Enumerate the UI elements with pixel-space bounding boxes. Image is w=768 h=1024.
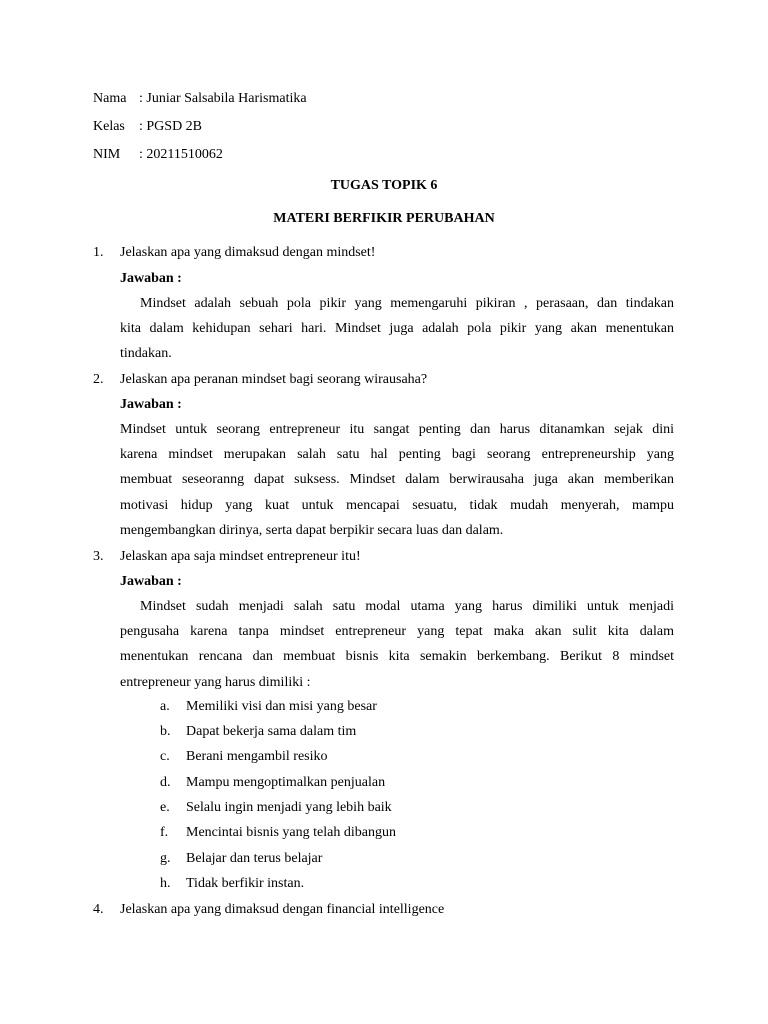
list-item-text: Selalu ingin menjadi yang lebih baik — [186, 800, 392, 815]
list-item-text: Mampu mengoptimalkan penjualan — [186, 775, 386, 790]
list-item-text: Belajar dan terus belajar — [186, 851, 323, 866]
class-label: Kelas — [93, 119, 125, 134]
answer-3-line: entrepreneur yang harus dimiliki : — [120, 674, 311, 690]
answer-2-line: motivasi hidup yang kuat untuk mencapai sesuatu, tidak mudah menyerah, mampu — [120, 497, 674, 513]
name-label: Nama — [93, 91, 127, 106]
nim-label: NIM — [93, 147, 121, 162]
answer-3-line: pengusaha karena tanpa mindset entrepreneur yang tepat maka akan sulit kita dalam — [120, 624, 674, 640]
answer-1-line: kita dalam kehidupan sehari hari. Mindset juga adalah pola pikir yang akan menentukan — [120, 321, 674, 337]
question-3-text: Jelaskan apa saja mindset entrepreneur itu! — [120, 549, 361, 564]
answer-1-line: Mindset adalah sebuah pola pikir yang memengaruhi pikiran , perasaan, dan tindakan — [140, 296, 674, 311]
list-item-text: Dapat bekerja sama dalam tim — [186, 724, 357, 739]
answer-2-line: Mindset untuk seorang entrepreneur itu sangat penting dan harus ditanamkan sejak dini — [120, 422, 674, 437]
class-value: : PGSD 2B — [139, 119, 203, 134]
answer-3-label: Jawaban : — [120, 574, 182, 589]
answer-2-line: karena mindset merupakan salah satu hal penting bagi seorang entrepreneurship yang — [120, 447, 674, 463]
list-item-letter: f. — [160, 825, 169, 840]
list-item-letter: b. — [160, 724, 171, 739]
list-item-letter: c. — [160, 749, 170, 764]
answer-2-label: Jawaban : — [120, 397, 182, 412]
question-2-text: Jelaskan apa peranan mindset bagi seorang wirausaha? — [120, 372, 428, 387]
list-item-text: Mencintai bisnis yang telah dibangun — [186, 825, 396, 840]
question-4-number: 4. — [93, 902, 104, 917]
answer-3-line: menentukan rencana dan membuat bisnis kita semakin berkembang. Berikut 8 mindset — [120, 649, 674, 665]
list-item-letter: h. — [160, 876, 171, 891]
list-item-text: Berani mengambil resiko — [186, 749, 328, 764]
question-1-number: 1. — [93, 245, 104, 260]
question-1-text: Jelaskan apa yang dimaksud dengan mindset! — [120, 245, 376, 260]
answer-2-line: membuat seseoranng dapat suksess. Mindset dalam berwirausaha juga akan memberikan — [120, 472, 674, 488]
question-4-text: Jelaskan apa yang dimaksud dengan financial intelligence — [120, 902, 445, 917]
answer-1-line: tindakan. — [120, 346, 172, 362]
question-3-number: 3. — [93, 549, 104, 564]
list-item-letter: g. — [160, 851, 171, 866]
document-subtitle: MATERI BERFIKIR PERUBAHAN — [273, 211, 495, 226]
answer-2-paragraph — [120, 417, 674, 543]
document-title: TUGAS TOPIK 6 — [330, 178, 438, 193]
question-2-number: 2. — [93, 372, 104, 387]
answer-1-label: Jawaban : — [120, 271, 182, 286]
list-item-letter: e. — [160, 800, 170, 815]
nim-value: : 20211510062 — [139, 147, 223, 162]
answer-1-paragraph — [120, 291, 674, 367]
answer-2-line: mengembangkan dirinya, serta dapat berpikir secara luas dan dalam. — [120, 522, 504, 538]
list-item-letter: a. — [160, 699, 170, 714]
answer-3-line: Mindset sudah menjadi salah satu modal utama yang harus dimiliki untuk menjadi — [140, 599, 674, 614]
name-value: : Juniar Salsabila Harismatika — [139, 91, 307, 106]
answer-3-paragraph — [120, 594, 674, 695]
list-item-text: Memiliki visi dan misi yang besar — [186, 699, 377, 714]
list-item-text: Tidak berfikir instan. — [186, 876, 305, 891]
list-item-letter: d. — [160, 775, 171, 790]
